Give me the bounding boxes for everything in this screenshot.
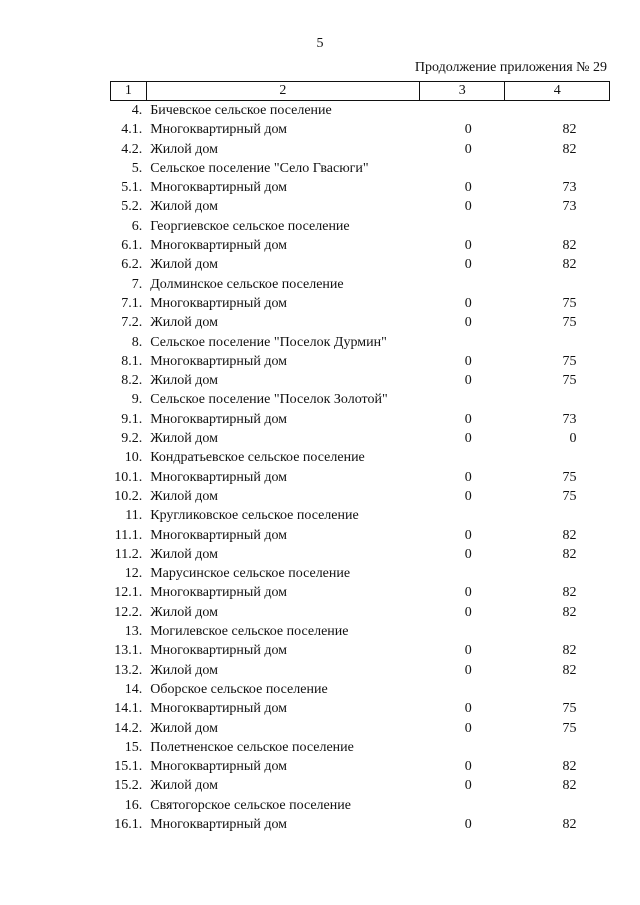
appendix-caption: Продолжение приложения № 29 — [414, 60, 607, 75]
row-name: Жилой дом — [150, 488, 218, 504]
row-value-col3: 0 — [464, 662, 472, 678]
header-col-3: 3 — [419, 82, 504, 101]
row-value-col4: 75 — [562, 488, 577, 504]
table-row — [111, 410, 610, 429]
row-name: Сельское поселение "Село Гвасюги" — [150, 160, 369, 176]
row-value-col3: 0 — [464, 546, 472, 562]
row-name: Оборское сельское поселение — [150, 681, 328, 697]
row-number: 11. — [125, 508, 143, 524]
row-number: 12.1. — [114, 585, 143, 601]
table-row — [111, 178, 610, 197]
row-value-col4 — [505, 738, 610, 757]
header-col-4: 4 — [505, 82, 610, 101]
row-number: 5.2. — [121, 199, 143, 215]
header-col-1: 1 — [111, 82, 147, 101]
row-value-col4: 82 — [562, 238, 577, 254]
row-value-col4: 75 — [562, 315, 577, 331]
table-row — [111, 776, 610, 795]
row-value-col4: 82 — [562, 759, 577, 775]
row-value-col3: 0 — [464, 257, 472, 273]
table-row — [111, 448, 610, 467]
row-value-col4: 73 — [562, 411, 577, 427]
row-name: Сельское поселение "Поселок Золотой" — [150, 392, 388, 408]
row-number: 10.2. — [114, 488, 143, 504]
row-value-col3: 0 — [464, 778, 472, 794]
row-name: Многоквартирный дом — [150, 295, 288, 311]
row-name: Сельское поселение "Поселок Дурмин" — [150, 334, 387, 350]
row-value-col3: 0 — [464, 701, 472, 717]
row-value-col3: 0 — [464, 585, 472, 601]
table-row — [111, 719, 610, 738]
row-name: Жилой дом — [150, 141, 218, 157]
row-value-col3 — [419, 622, 504, 641]
row-value-col3 — [419, 738, 504, 757]
row-value-col4: 73 — [562, 199, 577, 215]
row-name: Кругликовское сельское поселение — [150, 508, 359, 524]
table-row — [111, 236, 610, 255]
row-value-col4 — [505, 275, 610, 294]
row-value-col4 — [505, 680, 610, 699]
row-name: Многоквартирный дом — [150, 527, 288, 543]
row-number: 5. — [131, 160, 143, 176]
table-row — [111, 140, 610, 159]
row-value-col3: 0 — [464, 527, 472, 543]
row-value-col4: 82 — [562, 604, 577, 620]
row-value-col3: 0 — [464, 643, 472, 659]
row-value-col4: 82 — [562, 141, 577, 157]
table-row — [111, 101, 610, 121]
row-number: 13. — [124, 624, 143, 640]
row-value-col4 — [505, 796, 610, 815]
header-row — [111, 82, 610, 101]
table-row — [111, 120, 610, 139]
table-row — [111, 159, 610, 178]
row-value-col3 — [419, 564, 504, 583]
table-row — [111, 757, 610, 776]
row-name: Жилой дом — [150, 373, 218, 389]
table-body — [111, 101, 610, 835]
row-value-col4 — [505, 622, 610, 641]
row-value-col4: 73 — [562, 180, 577, 196]
table-row — [111, 255, 610, 274]
row-value-col3 — [419, 101, 504, 121]
row-name: Марусинское сельское поселение — [150, 566, 351, 582]
row-value-col3: 0 — [464, 816, 472, 832]
row-value-col3 — [419, 275, 504, 294]
row-name: Жилой дом — [150, 720, 218, 736]
row-value-col4 — [505, 390, 610, 409]
row-number: 11.1. — [114, 527, 143, 543]
table-row — [111, 197, 610, 216]
page-number: 5 — [316, 36, 324, 51]
row-value-col4: 82 — [562, 816, 577, 832]
row-name: Многоквартирный дом — [150, 643, 288, 659]
row-number: 12. — [124, 566, 143, 582]
row-value-col4: 75 — [562, 469, 577, 485]
row-value-col3: 0 — [464, 720, 472, 736]
row-value-col3 — [419, 333, 504, 352]
row-value-col3: 0 — [464, 141, 472, 157]
row-value-col3: 0 — [464, 431, 472, 447]
row-value-col3 — [419, 159, 504, 178]
row-value-col3: 0 — [464, 353, 472, 369]
row-value-col4: 75 — [562, 353, 577, 369]
row-name: Многоквартирный дом — [150, 759, 288, 775]
row-number: 14. — [124, 681, 143, 697]
row-value-col3: 0 — [464, 411, 472, 427]
row-value-col4 — [505, 159, 610, 178]
row-value-col4: 82 — [562, 257, 577, 273]
row-number: 15. — [124, 739, 143, 755]
row-number: 8.2. — [121, 373, 143, 389]
table-row — [111, 294, 610, 313]
row-value-col3 — [419, 680, 504, 699]
row-name: Жилой дом — [150, 257, 218, 273]
row-value-col4: 75 — [562, 701, 577, 717]
row-value-col3: 0 — [464, 469, 472, 485]
row-number: 15.2. — [114, 778, 143, 794]
row-name: Кондратьевское сельское поселение — [150, 450, 365, 466]
row-number: 8. — [131, 334, 143, 350]
table-row — [111, 429, 610, 448]
row-value-col4 — [505, 217, 610, 236]
row-name: Многоквартирный дом — [150, 701, 288, 717]
row-value-col3: 0 — [464, 122, 472, 138]
row-value-col3: 0 — [464, 315, 472, 331]
row-value-col3: 0 — [464, 373, 472, 389]
table-row — [111, 506, 610, 525]
row-number: 13.1. — [114, 643, 143, 659]
row-number: 4.2. — [121, 141, 143, 157]
row-number: 16.1. — [114, 816, 143, 832]
row-value-col3 — [419, 217, 504, 236]
row-number: 9.2. — [121, 431, 143, 447]
row-number: 7. — [131, 276, 143, 292]
row-number: 10. — [124, 450, 143, 466]
row-value-col4: 75 — [562, 720, 577, 736]
row-value-col4 — [505, 333, 610, 352]
row-name: Многоквартирный дом — [150, 122, 288, 138]
row-number: 6.1. — [121, 238, 143, 254]
row-value-col3 — [419, 506, 504, 525]
row-number: 11.2. — [114, 546, 143, 562]
row-name: Георгиевское сельское поселение — [150, 218, 350, 234]
row-value-col3: 0 — [464, 488, 472, 504]
row-name: Многоквартирный дом — [150, 585, 288, 601]
table-row — [111, 699, 610, 718]
row-name: Жилой дом — [150, 778, 218, 794]
table-row — [111, 641, 610, 660]
row-value-col3: 0 — [464, 295, 472, 311]
row-value-col4 — [505, 506, 610, 525]
table-row — [111, 390, 610, 409]
table-row — [111, 487, 610, 506]
row-number: 14.2. — [114, 720, 143, 736]
table-row — [111, 333, 610, 352]
row-value-col4: 82 — [562, 643, 577, 659]
row-name: Могилевское сельское поселение — [150, 624, 349, 640]
table-row — [111, 815, 610, 834]
table-row — [111, 680, 610, 699]
row-name: Многоквартирный дом — [150, 180, 288, 196]
header-col-2: 2 — [146, 82, 419, 101]
row-value-col4: 82 — [562, 122, 577, 138]
row-value-col3: 0 — [464, 759, 472, 775]
row-value-col3 — [419, 448, 504, 467]
table-row — [111, 661, 610, 680]
table-row — [111, 545, 610, 564]
table-row — [111, 217, 610, 236]
table-row — [111, 583, 610, 602]
row-value-col4: 0 — [569, 431, 577, 447]
row-name: Жилой дом — [150, 604, 218, 620]
row-name: Полетненское сельское поселение — [150, 739, 354, 755]
row-value-col4: 75 — [562, 373, 577, 389]
row-value-col4: 82 — [562, 778, 577, 794]
row-number: 5.1. — [121, 180, 143, 196]
row-number: 15.1. — [114, 759, 143, 775]
row-name: Жилой дом — [150, 199, 218, 215]
row-value-col3 — [419, 796, 504, 815]
row-number: 6. — [131, 218, 143, 234]
table-row — [111, 564, 610, 583]
row-number: 10.1. — [114, 469, 143, 485]
row-number: 12.2. — [114, 604, 143, 620]
table-row — [111, 468, 610, 487]
row-name: Многоквартирный дом — [150, 469, 288, 485]
row-number: 4. — [131, 103, 143, 118]
row-value-col4 — [505, 101, 610, 121]
row-name: Долминское сельское поселение — [150, 276, 344, 292]
table-row — [111, 603, 610, 622]
row-number: 13.2. — [114, 662, 143, 678]
row-value-col3: 0 — [464, 199, 472, 215]
row-value-col3: 0 — [464, 604, 472, 620]
row-name: Многоквартирный дом — [150, 238, 288, 254]
table-row — [111, 738, 610, 757]
table-row — [111, 371, 610, 390]
row-number: 9.1. — [121, 411, 143, 427]
row-name: Бичевское сельское поселение — [150, 103, 332, 118]
row-value-col4 — [505, 564, 610, 583]
row-value-col3: 0 — [464, 180, 472, 196]
table-row — [111, 526, 610, 545]
row-name: Святогорское сельское поселение — [150, 797, 351, 813]
row-value-col4 — [505, 448, 610, 467]
table-row — [111, 352, 610, 371]
row-number: 7.2. — [121, 315, 143, 331]
row-name: Жилой дом — [150, 431, 218, 447]
row-value-col3 — [419, 390, 504, 409]
row-value-col4: 82 — [562, 527, 577, 543]
row-number: 14.1. — [114, 701, 143, 717]
data-table — [110, 81, 610, 834]
row-number: 9. — [131, 392, 143, 408]
row-number: 8.1. — [121, 353, 143, 369]
table-header — [111, 82, 610, 101]
row-value-col4: 75 — [562, 295, 577, 311]
row-number: 7.1. — [121, 295, 143, 311]
row-name: Многоквартирный дом — [150, 353, 288, 369]
table-row — [111, 313, 610, 332]
row-name: Многоквартирный дом — [150, 411, 288, 427]
table-row — [111, 622, 610, 641]
table-row — [111, 796, 610, 815]
row-name: Многоквартирный дом — [150, 816, 288, 832]
row-value-col3: 0 — [464, 238, 472, 254]
row-value-col4: 82 — [562, 546, 577, 562]
row-number: 6.2. — [121, 257, 143, 273]
table-row — [111, 275, 610, 294]
row-name: Жилой дом — [150, 546, 218, 562]
row-number: 16. — [124, 797, 143, 813]
row-name: Жилой дом — [150, 315, 218, 331]
row-value-col4: 82 — [562, 662, 577, 678]
row-value-col4: 82 — [562, 585, 577, 601]
row-number: 4.1. — [121, 122, 143, 138]
row-name: Жилой дом — [150, 662, 218, 678]
